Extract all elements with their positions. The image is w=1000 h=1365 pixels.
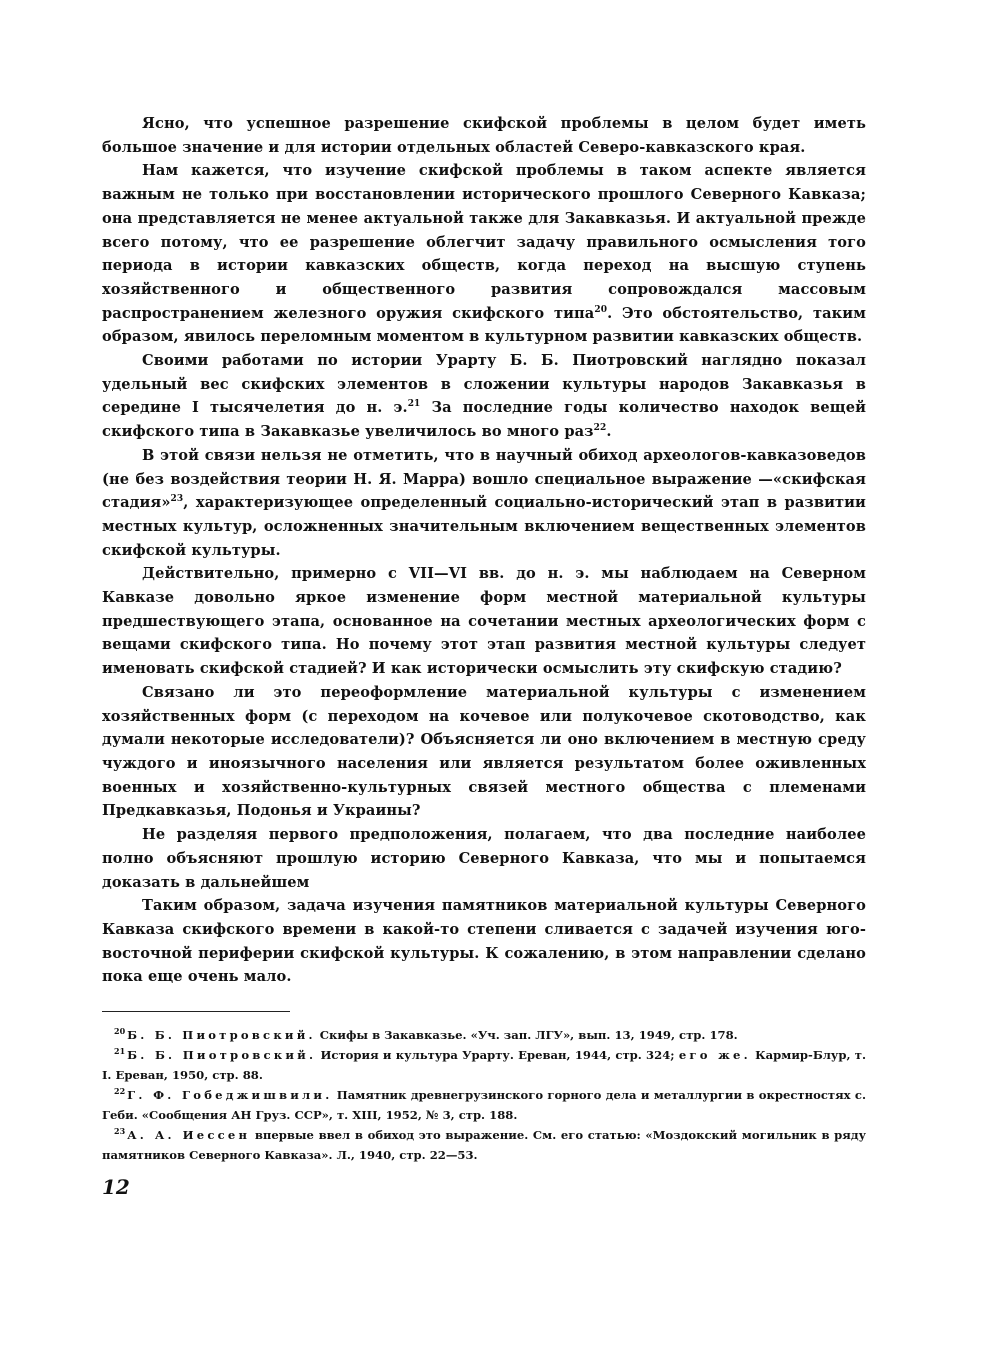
footnote-20 xyxy=(102,1025,866,1045)
footnote-text: впервые ввел в обиход это выражение. См. его статью: «Моздокский могильник в ряду памятников Северного Кавказа». Л., 1940, стр. 22—53. xyxy=(102,1128,866,1163)
footnote-ibid: его же. xyxy=(678,1048,751,1063)
footnote-number: 20 xyxy=(114,1026,126,1037)
footnote-author: А. А. Иессен xyxy=(127,1128,251,1143)
paragraph-5: Действительно, примерно с VII—VI вв. до н. э. мы наблюдаем на Северном Кавказе довольно яркое изменение форм местной материальной культуры предшествующего этапа, основанное на сочетании местных археологических форм с вещами скифского типа. Но почему этот этап развития местной культуры следует именовать скифской стадией? И как исторически осмыслить эту скифскую стадию? xyxy=(102,565,866,678)
footnote-author: Г. Ф. Гобеджишвили. xyxy=(127,1088,333,1103)
paragraph-3-tail: . xyxy=(606,423,612,441)
page-body xyxy=(102,112,866,1165)
paragraph-2 xyxy=(102,159,866,349)
footnote-ref-23[interactable]: 23 xyxy=(170,494,184,505)
paragraph-2-text: Нам кажется, что изучение скифской проблемы в таком аспекте является важным не только при восстановлении исторического прошлого Северного Кавказа; она представляется не менее актуальной также для Закавказья. И актуальной прежде всего потому, что ее разрешение облегчит задачу правильного осмысления того периода в истории кавказских обществ, когда переход на высшую ступень хозяйственного и общественного развития сопровождался массовым распространением железного оружия скифского типа xyxy=(102,162,866,322)
footnote-number: 22 xyxy=(114,1086,126,1097)
paragraph-3-text: Своими работами по истории Урарту Б. Б. Пиотровский наглядно показал удельный вес скифских элементов в сложении культуры народов Закавказья в середине I тысячелетия до н. э. xyxy=(102,352,866,417)
paragraph-3 xyxy=(102,349,866,444)
footnote-ref-21[interactable]: 21 xyxy=(407,399,421,410)
footnote-text: Памятник древнегрузинского горного дела и металлургии в окрестностях с. Геби. «Сообщения АН Груз. ССР», т. XIII, 1952, № 3, стр. 188. xyxy=(102,1088,866,1123)
footnote-extra-text: Кармир-Блур, т. I. Ереван, 1950, стр. 88. xyxy=(102,1048,866,1083)
paragraph-1: Ясно, что успешное разрешение скифской проблемы в целом будет иметь большое значение и для истории отдельных областей Северо-кавказского края. xyxy=(102,115,866,156)
footnote-23 xyxy=(102,1125,866,1165)
footnote-text: Скифы в Закавказье. «Уч. зап. ЛГУ», вып. 13, 1949, стр. 178. xyxy=(315,1028,738,1043)
footnote-number: 23 xyxy=(114,1126,126,1137)
footnote-22 xyxy=(102,1085,866,1125)
footnote-number: 21 xyxy=(114,1046,126,1057)
footnote-divider xyxy=(102,1011,290,1012)
footnote-author: Б. Б. Пиотровский. xyxy=(127,1048,317,1063)
footnote-author: Б. Б. Пиотровский. xyxy=(127,1028,316,1043)
footnote-text: История и культура Урарту. Ереван, 1944, стр. 324; xyxy=(316,1048,675,1063)
footnote-ref-20[interactable]: 20 xyxy=(594,304,608,315)
paragraph-4-tail: , характеризующее определенный социально-исторический этап в развитии местных культур, осложненных значительным включением вещественных элементов скифской культуры. xyxy=(102,494,866,559)
paragraph-4 xyxy=(102,444,866,563)
paragraph-4-text: В этой связи нельзя не отметить, что в научный обиход археологов-кавказоведов (не без воздействия теории Н. Я. Марра) вошло специальное выражение —«скифская стадия» xyxy=(102,446,866,512)
paragraph-8: Таким образом, задача изучения памятников материальной культуры Северного Кавказа скифского времени в какой-то степени сливается с задачей изучения юго-восточной периферии скифской культуры. К сожалению, в этом направлении сделано пока еще очень мало. xyxy=(102,897,866,986)
page-number: 12 xyxy=(102,1175,130,1199)
paragraph-2-tail: . Это обстоятельство, таким образом, явилось переломным моментом в культурном развитии кавказских обществ. xyxy=(102,304,867,346)
footnote-ref-22[interactable]: 22 xyxy=(593,423,607,434)
paragraph-7: Не разделяя первого предположения, полагаем, что два последние наиболее полно объясняют прошлую историю Северного Кавказа, что мы и попытаемся доказать в дальнейшем xyxy=(102,826,866,891)
footnote-21 xyxy=(102,1045,866,1085)
paragraph-3-mid: За последние годы количество находок вещей скифского типа в Закавказье увеличилось во много раз xyxy=(102,399,867,441)
paragraph-6: Связано ли это переоформление материальной культуры с изменением хозяйственных форм (с переходом на кочевое или полукочевое скотоводство, как думали некоторые исследователи)? Объясняется ли оно включением в местную среду чуждого и иноязычного населения или является результатом более оживленных военных и хозяйственно-культурных связей местного общества с племенами Предкавказья, Подонья и Украины? xyxy=(102,683,866,820)
